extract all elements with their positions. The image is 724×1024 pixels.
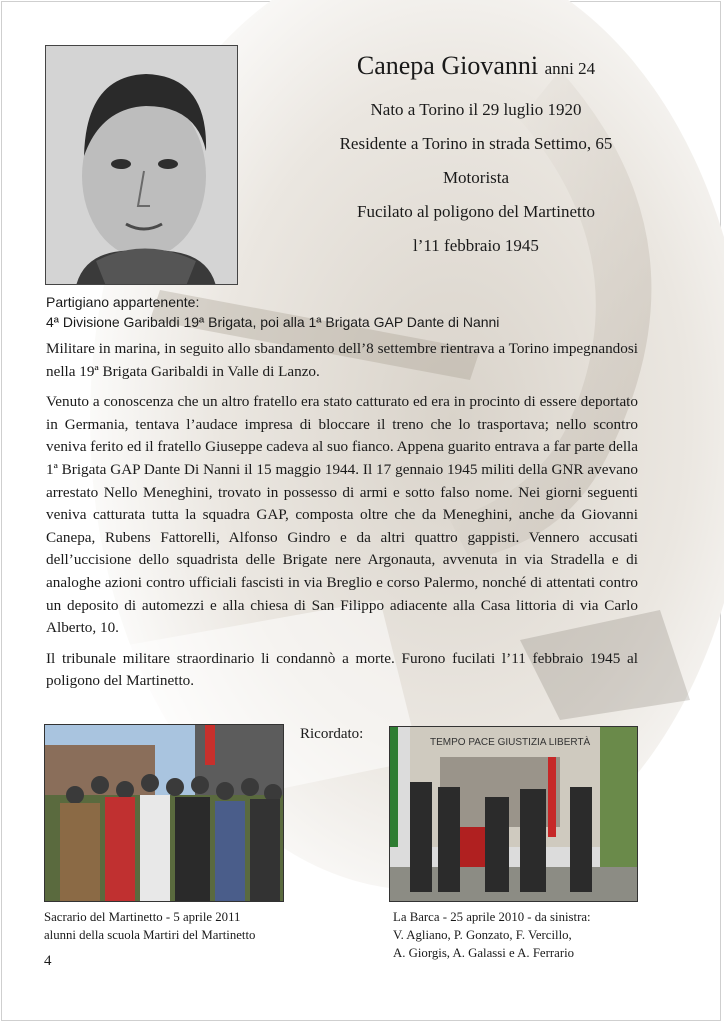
page-number: 4 [44,953,52,969]
body-text [46,292,638,701]
header-block [258,50,694,263]
caption-left-line-1: Sacrario del Martinetto - 5 aprile 2011 [44,910,241,924]
paragraph-military: Militare in marina, in seguito allo sbandamento dell’8 settembre rientrava a Torino impegnandosi nella 19ª Brigata Garibaldi in Valle di Lanzo. [46,340,638,380]
birth-line: Nato a Torino il 29 luglio 1920 [370,100,582,119]
person-age: anni 24 [544,59,596,78]
paragraph-sentence: Il tribunale militare straordinario li condannò a morte. Furono fucilati l’11 febbraio 1945 al poligono del Martinetto. [46,649,638,690]
person-name: Canepa Giovanni [356,51,539,80]
paragraph-story: Venuto a conoscenza che un altro fratello era stato catturato ed era in procinto di essere deportato in Germania, tentava l’audace impresa di bloccare il treno che lo trasportava; nello scontro veniva ferito ed il fratello Giuseppe cadeva al suo fianco. Appena guarito entrava a far parte della 1ª Brigata GAP Dante Di Nanni il 15 maggio 1944. Il 17 gennaio 1945 militi della GNR avevano arrestato Nello Meneghini, trovato in possesso di armi e sotto falso nome. Nei giorni seguenti veniva catturata tutta la squadra GAP, composta oltre che da Meneghini, anche da Giovanni Canepa, Rubens Fattorelli, Alfonso Gindro e da altri quattro gappisti. Vennero accusati dell’uccisione dello squadrista delle Brigate nere Argonauta, avvenuta in via Stradella e di analoghe azioni contro ufficiali fascisti in via Breglio e corso Palermo, nonché di attentati contro un deposito di automezzi e alla chiesa di San Filippo adiacente alla Casa littoria di via Carlo Alberto, 10. [46,393,638,637]
portrait-photo [45,45,238,285]
plaque-inscription: TEMPO PACE GIUSTIZIA LIBERTÀ [430,737,591,748]
caption-left-line-2: alunni della scuola Martiri del Martinetto [44,928,256,942]
affiliation-units: 4ª Divisione Garibaldi 19ª Brigata, poi alla 1ª Brigata GAP Dante di Nanni [46,314,500,330]
photo-sacrario-students [44,724,284,902]
caption-right [393,908,693,962]
photo-la-barca-ceremony [389,726,638,902]
person-name-line [258,50,694,85]
remembered-label: Ricordato: [300,726,364,742]
execution-date-line: l’11 febbraio 1945 [413,236,539,255]
execution-place-line: Fucilato al poligono del Martinetto [357,202,595,221]
caption-right-line-1: La Barca - 25 aprile 2010 - da sinistra: [393,910,591,924]
caption-right-line-2: V. Agliano, P. Gonzato, F. Vercillo, [393,928,572,942]
caption-right-line-3: A. Giorgis, A. Galassi e A. Ferrario [393,946,575,960]
occupation-line: Motorista [442,168,510,187]
affiliation-label: Partigiano appartenente: [46,294,200,310]
caption-left [44,908,324,944]
residence-line: Residente a Torino in strada Settimo, 65 [339,134,613,153]
affiliation-block [46,292,638,332]
